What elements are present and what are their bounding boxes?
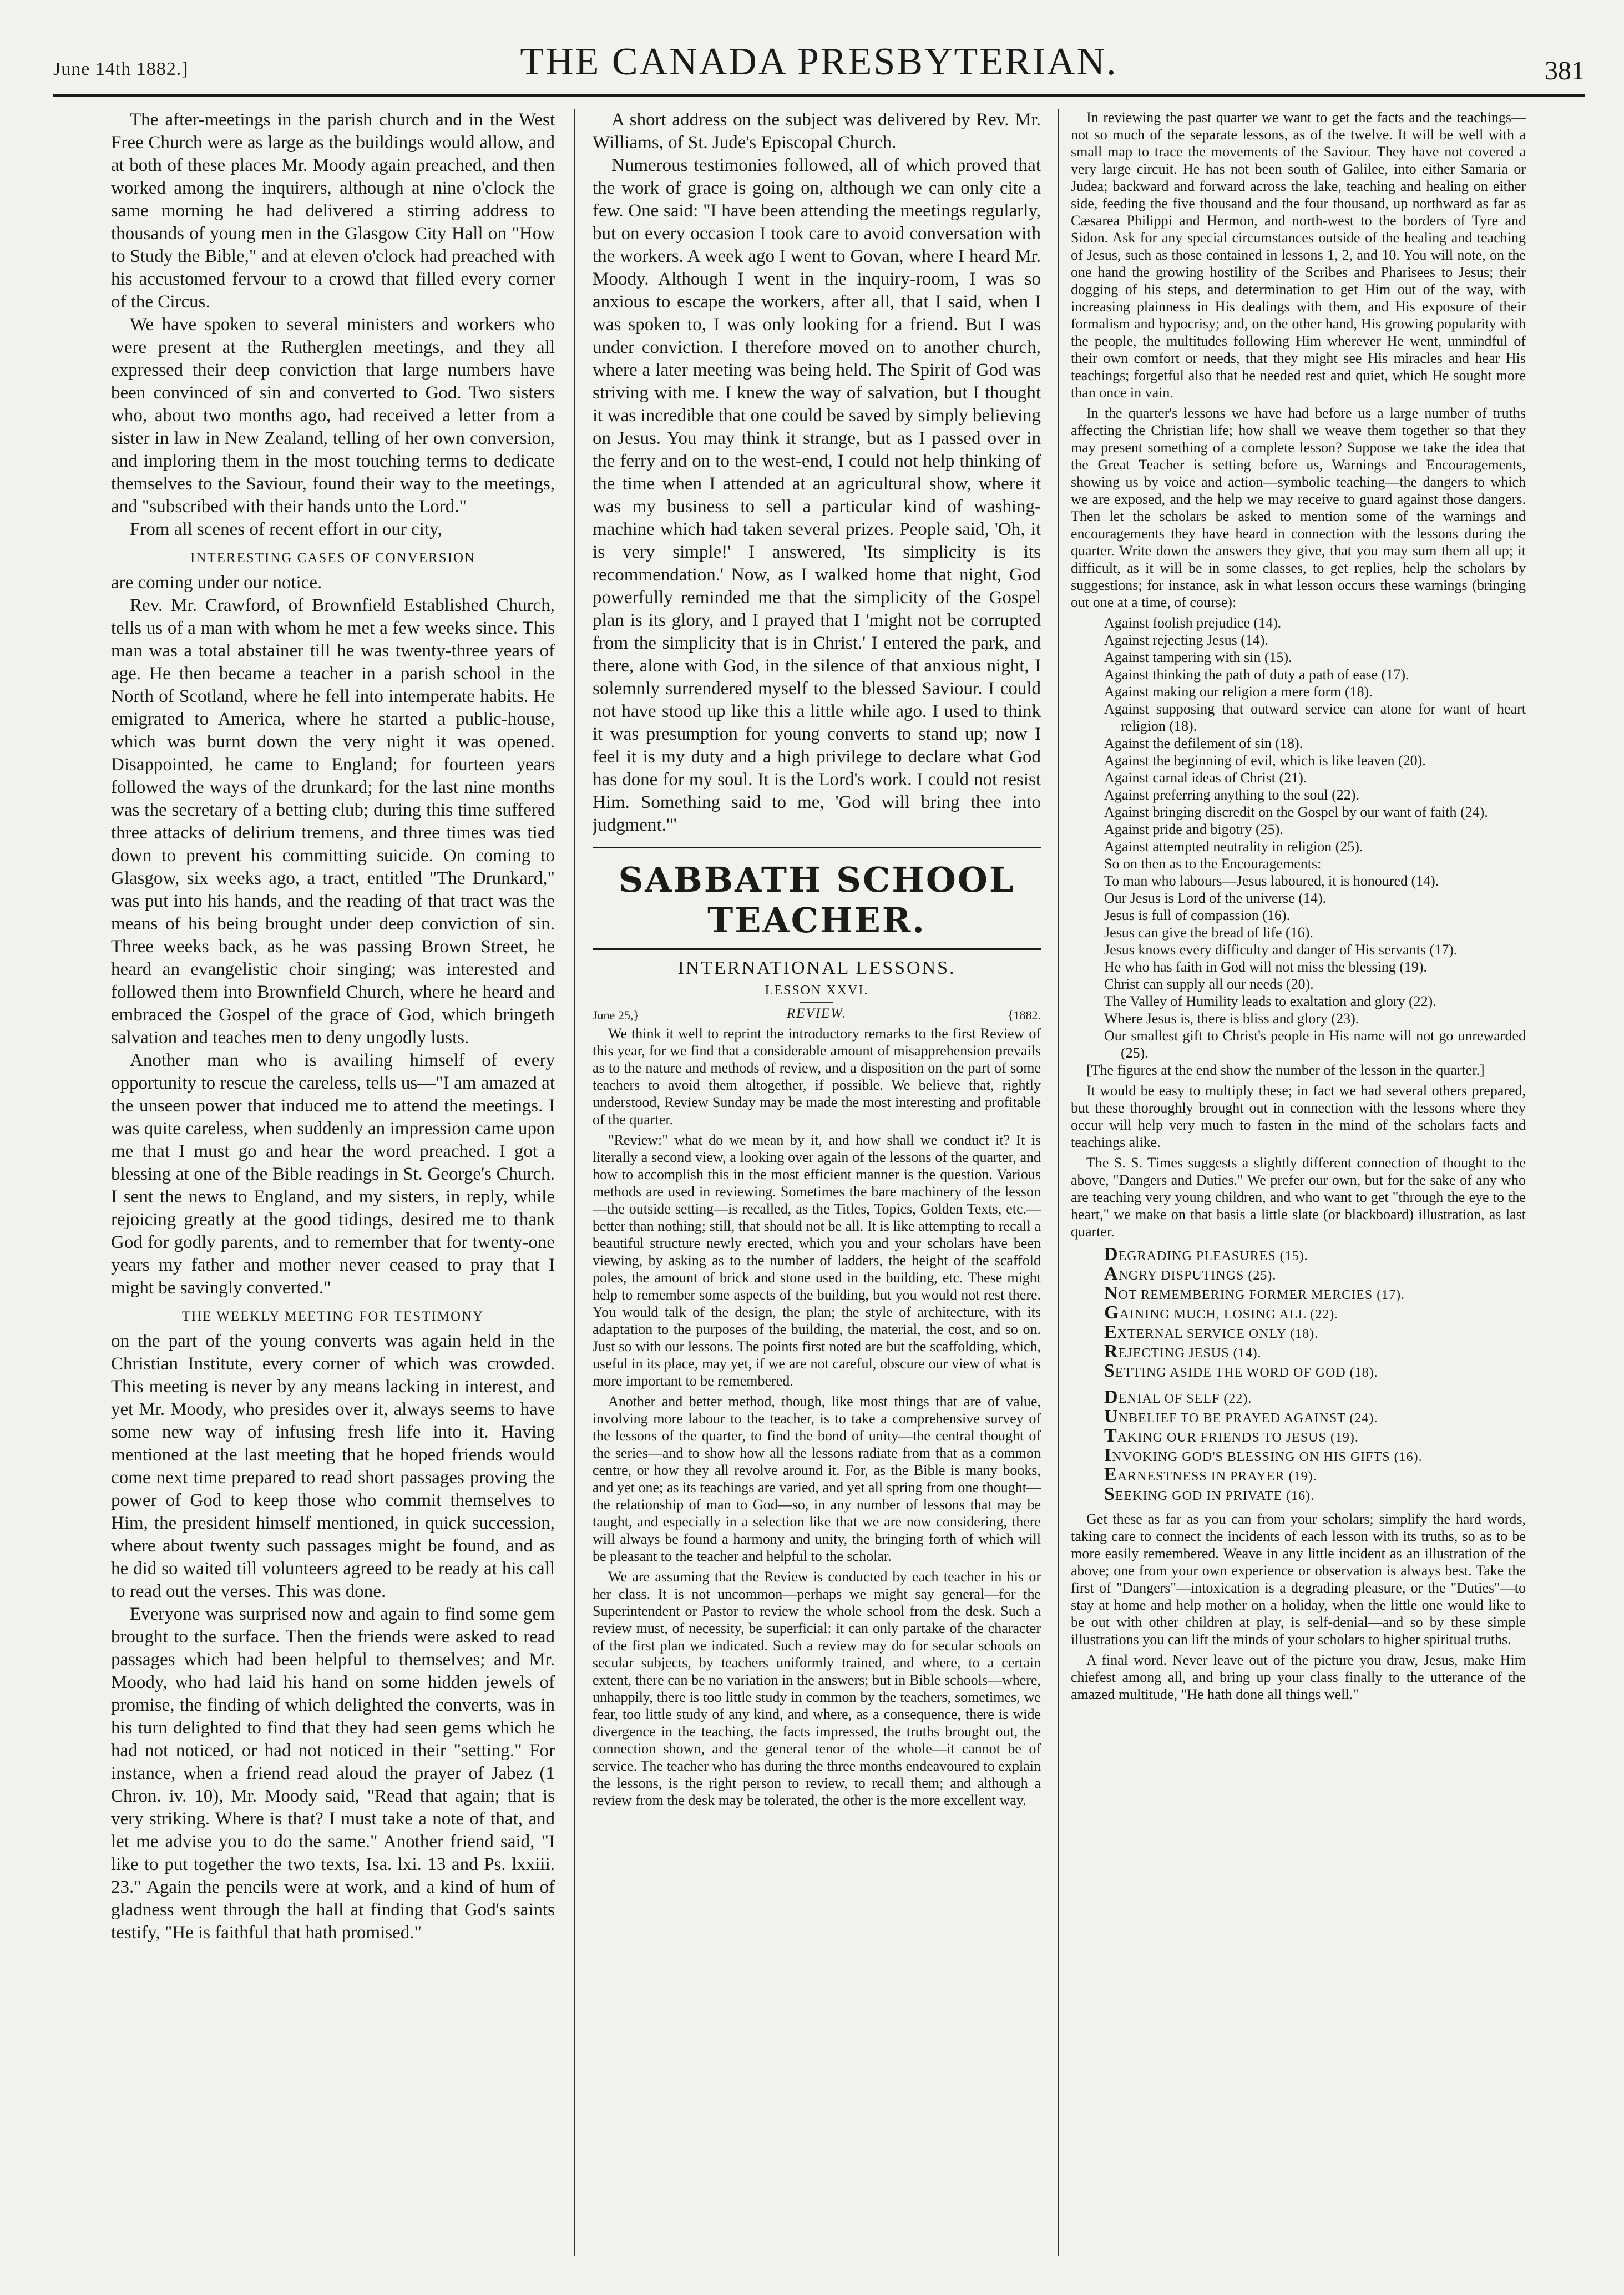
paragraph: From all scenes of recent effort in our city, [130, 519, 442, 539]
acrostic-list [1104, 1246, 1526, 1505]
list-item: Against supposing that outward service can atone for want of heart religion (18). [1104, 701, 1526, 734]
paragraph: The after-meetings in the parish church and in the West Free Church were as large as the buildings would allow, and at both of these places Mr. Moody again preached, and then worked among the inquirers, although at nine o'clock the same morning he had delivered a stirring address to thousands of young men in the Glasgow City Hall on "How to Study the Bible," and at eleven o'clock had preached with his accustomed fervour to a crowd that filled every corner of the Circus. [111, 110, 555, 312]
paragraph: A final word. Never leave out of the picture you draw, Jesus, make Him chiefest among all, and bring up your class finally to the utterance of the amazed multitude, "He hath done all things well." [1071, 1652, 1526, 1702]
publication-title: THE CANADA PRESBYTERIAN. [520, 41, 1118, 83]
acrostic-line [1104, 1485, 1526, 1505]
acrostic-initial: T [1104, 1425, 1117, 1446]
list-item: To man who labours—Jesus laboured, it is honoured (14). [1104, 873, 1439, 889]
list-item: Against carnal ideas of Christ (21). [1104, 770, 1307, 786]
lesson-date: June 25,} [593, 1008, 639, 1022]
acrostic-line [1104, 1427, 1526, 1447]
list-item: Against rejecting Jesus (14). [1104, 632, 1269, 648]
issue-date: June 14th 1882.] [53, 59, 189, 79]
acrostic-initial: S [1104, 1484, 1115, 1504]
list-item: Against thinking the path of duty a path of ease (17). [1104, 666, 1409, 683]
list-item: Against the defilement of sin (18). [1104, 735, 1303, 751]
acrostic-text: AKING OUR FRIENDS TO JESUS (19). [1117, 1430, 1359, 1445]
paragraph: The S. S. Times suggests a slightly different connection of thought to the above, "Dangers and Duties." We prefer our own, but for the sake of any who are teaching very young children, and who want to get "through the eye to the heart," we make on that basis a little slate (or blackboard) illustration, as last quarter. [1071, 1155, 1526, 1240]
acrostic-line [1104, 1265, 1526, 1285]
paragraph: Get these as far as you can from your scholars; simplify the hard words, taking care to connect the incidents of each lesson with its truths, so as to be more easily remembered. Weave in any little incident as an illustration of the above; one from your own experience or observation is always best. Take the first of "Dangers"—intoxication is a degrading pleasure, or the "Duties"—to stay at home and help mother on a holiday, when the little one would like to be out with other children at play, is self-denial—and so by these simple illustrations you can lift the minds of your scholars to higher spiritual truths. [1071, 1511, 1526, 1647]
paragraph: We have spoken to several ministers and workers who were present at the Rutherglen meetings, and they all expressed their deep conviction that large numbers have been convinced of sin and converted to God. Two sisters who, about two months ago, had received a letter from a sister in law in New Zealand, telling of her own conversion, and imploring them in the most touching terms to dedicate themselves to the Saviour, found their way to the meetings, and "subscribed with their hands unto the Lord." [111, 315, 555, 517]
list-item: Jesus can give the bread of life (16). [1104, 924, 1313, 941]
section-heading: THE WEEKLY MEETING FOR TESTIMONY [181, 1309, 484, 1324]
list-item: Against foolish prejudice (14). [1104, 615, 1282, 631]
acrostic-line [1104, 1408, 1526, 1427]
column-3 [1071, 109, 1526, 2256]
acrostic-line [1104, 1323, 1526, 1343]
paragraph: are coming under our notice. [111, 573, 322, 593]
header-rule [53, 94, 1585, 97]
encouragements-intro: So on then as to the Encouragements: [1104, 856, 1322, 872]
acrostic-line [1104, 1466, 1526, 1485]
list-item: Against preferring anything to the soul (22). [1104, 787, 1359, 803]
acrostic-text: EJECTING JESUS (14). [1118, 1346, 1262, 1361]
acrostic-text: AINING MUCH, LOSING ALL (22). [1119, 1307, 1339, 1322]
lesson-number: LESSON XXVI. [765, 983, 869, 998]
note: [The figures at the end show the number of the lesson in the quarter.] [1086, 1062, 1485, 1078]
acrostic-line [1104, 1343, 1526, 1362]
acrostic-line [1104, 1304, 1526, 1323]
lesson-title: REVIEW. [786, 1006, 847, 1021]
list-item: Against making our religion a mere form (18). [1104, 684, 1373, 700]
list-item: The Valley of Humility leads to exaltation and glory (22). [1104, 993, 1436, 1009]
acrostic-initial: E [1104, 1464, 1117, 1485]
acrostic-line [1104, 1447, 1526, 1466]
list-item: Jesus is full of compassion (16). [1104, 907, 1291, 923]
paragraph: In the quarter's lessons we have had before us a large number of truths affecting the Christian life; how shall we weave them together so that they may present something of a complete lesson? Suppose we take the idea that the Great Teacher is setting before us, Warnings and Encouragements, showing us by voice and action—symbolic teaching—the dangers to which we are exposed, and the help we may receive to guard against those dangers. Then let the scholars be asked to mention some of the warnings and encouragements they have heard in connection with the lessons during the quarter. Write down the answers they give, that you may sum them all up; it difficult, as it will be in some classes, to get replies, help the scholars by suggestions; for instance, ask in what lesson occurs these warnings (bringing out one at a time, of course): [1071, 405, 1526, 610]
list-item: Against the beginning of evil, which is like leaven (20). [1104, 752, 1426, 769]
paragraph: on the part of the young converts was again held in the Christian Institute, every corner of which was crowded. This meeting is never by any means lacking in interest, and yet Mr. Moody, who presides over it, always seems to have some new way of infusing fresh life into it. Having mentioned at the last meeting that he hoped friends would come next time prepared to read short passages proving the power of God to keep those who commit themselves to Him, the president himself mentioned, in quick succession, where about twenty such passages might be found, and as he did so waited till volunteers agreed to be ready at his call to read out the verses. This was done. [111, 1331, 555, 1601]
list-item: He who has faith in God will not miss the blessing (19). [1104, 959, 1428, 975]
acrostic-text: OT REMEMBERING FORMER MERCIES (17). [1118, 1288, 1405, 1302]
page-header [53, 36, 1585, 89]
list-item: Against tampering with sin (15). [1104, 649, 1292, 665]
paragraph: Everyone was surprised now and again to find some gem brought to the surface. Then the friends were asked to read passages which had been helpful to themselves; and Mr. Moody, who had laid his hand on some hidden jewels of promise, the finding of which delighted the converts, was in his turn delighted to find that they had seen gems which he had not noticed, or had not noticed in their "setting." For instance, when a friend read aloud the prayer of Jabez (1 Chron. iv. 10), Mr. Moody said, "Read that again; that is very striking. Where is that? I must take a note of that, and let me advise you to do the same." Another friend said, "I like to put together the two texts, Isa. lxi. 13 and Ps. lxxiii. 23." Again the pencils were at work, and a kind of hum of gladness went through the hall at finding that God's saints testify, "He is faithful that hath promised." [111, 1604, 555, 1943]
acrostic-text: ETTING ASIDE THE WORD OF GOD (18). [1115, 1366, 1378, 1380]
acrostic-initial: U [1104, 1406, 1119, 1427]
acrostic-text: NGRY DISPUTINGS (25). [1118, 1268, 1277, 1283]
lesson-year: {1882. [1007, 1008, 1041, 1022]
acrostic-text: NVOKING GOD'S BLESSING ON HIS GIFTS (16). [1112, 1450, 1423, 1464]
acrostic-text: XTERNAL SERVICE ONLY (18). [1117, 1327, 1319, 1341]
list-item: Jesus knows every difficulty and danger of His servants (17). [1104, 942, 1458, 958]
page-number: 381 [1545, 56, 1585, 85]
acrostic-initial: D [1104, 1244, 1119, 1265]
short-rule [800, 1002, 833, 1003]
paragraph: Rev. Mr. Crawford, of Brownfield Established Church, tells us of a man with whom he met a few weeks since. This man was a total abstainer till he was twenty-three years of age. He then became a teacher in a parish school in the North of Scotland, where he fell into intemperate habits. He emigrated to America, where he started a public-house, which was burnt down the very night it was opened. Disappointed, he came to England; for fourteen years followed the ways of the drunkard; for the last nine months was the secretary of a betting club; during this time suffered three attacks of delirium tremens, and three times was tied down to prevent his committing suicide. On coming to Glasgow, six weeks ago, a tract, entitled "The Drunkard," was put into his hands, and the reading of that tract was the means of his being brought under deep conviction of sin. Three weeks back, as he was passing Brown Street, he heard an evangelistic choir singing; was interested and followed them into Brownfield Church, where he heard and embraced the Gospel of the grace of God, which bringeth salvation and teaches men to deny ungodly lusts. [111, 595, 555, 1048]
encouragements-list [1071, 872, 1526, 1061]
warnings-list [1071, 614, 1526, 855]
acrostic-initial: R [1104, 1341, 1119, 1362]
list-item: Against attempted neutrality in religion (25). [1104, 838, 1363, 855]
paragraph: Another man who is availing himself of every opportunity to rescue the careless, tells us—"I am amazed at the unseen power that induced me to attend the meetings. I was quite careless, when suddenly an impression came upon me that I must go and hear the word preached. I got a blessing at one of the Bible readings in St. George's Church. I sent the news to England, and my sisters, in reply, while rejoicing greatly at the good tidings, desired me to thank God for godly parents, and to remember that for twenty-one years my father and mother never ceased to pray that I might be savingly converted." [111, 1050, 555, 1298]
acrostic-line [1104, 1362, 1526, 1382]
list-item: Against bringing discredit on the Gospel by our want of faith (24). [1104, 804, 1488, 820]
paragraph: We are assuming that the Review is conducted by each teacher in his or her class. It is not uncommon—perhaps we might say general—for the Superintendent or Pastor to review the whole school from the desk. Such a review must, of necessity, be superficial: it can only partake of the character of the first plan we indicated. Such a review may do for secular schools on secular subjects, by teachers uniformly trained, and where, to a certain extent, there can be no variation in the answers; but in Bible schools—where, unhappily, there is too little study in common by the teachers, sometimes, we fear, too little study of any kind, and where, as a consequence, there is wide divergence in the teaching, the facts impressed, the truths brought out, the connection shown, and the general tenor of the whole—it cannot be of service. The teacher who has during the three months endeavoured to explain the lessons, is the right person to review, to recall them; and although a review from the desk may be tolerated, the other is the more excellent way. [593, 1569, 1041, 1808]
acrostic-text: EEKING GOD IN PRIVATE (16). [1115, 1489, 1315, 1503]
column-2 [593, 109, 1041, 2256]
section-heading: INTERESTING CASES OF CONVERSION [190, 550, 476, 565]
acrostic-line [1104, 1246, 1526, 1265]
column-divider [574, 109, 575, 2256]
paragraph: We think it well to reprint the introductory remarks to the first Review of this year, for we find that a considerable amount of misapprehension prevails as to the nature and methods of review, and a disposition on the part of some teachers to avoid them altogether, if possible. We believe that, rightly understood, Review Sunday may be made the most interesting and profitable of the quarter. [593, 1025, 1041, 1128]
acrostic-text: ARNESTNESS IN PRAYER (19). [1117, 1469, 1317, 1484]
acrostic-initial: D [1104, 1387, 1119, 1407]
acrostic-initial: N [1104, 1283, 1119, 1303]
acrostic-text: ENIAL OF SELF (22). [1118, 1392, 1252, 1406]
list-item: Our Jesus is Lord of the universe (14). [1104, 890, 1327, 906]
column-divider [1058, 109, 1059, 2256]
list-item: Where Jesus is, there is bliss and glory (23). [1104, 1010, 1359, 1027]
paragraph: A short address on the subject was delivered by Rev. Mr. Williams, of St. Jude's Episcopal Church. [593, 110, 1041, 153]
column-1 [111, 109, 555, 2256]
list-item: Against pride and bigotry (25). [1104, 821, 1283, 837]
paragraph: Another and better method, though, like most things that are of value, involving more labour to the teacher, is to take a comprehensive survey of the lessons of the quarter, to find the bond of unity—the central thought of the series—and to show how all the lessons radiate from that as a common centre, or how they all revolve around it. For, as the Bible is many books, and yet one; as its teachings are varied, and yet all spring from one thought—the relationship of man to God—so, in any number of lessons that may be taught, and especially in a selection like that we are now considering, there will always be found a harmony and unity, the bringing forth of which will be pleasant to the teacher and helpful to the scholar. [593, 1393, 1041, 1564]
list-item: Christ can supply all our needs (20). [1104, 976, 1314, 992]
acrostic-initial: A [1104, 1263, 1119, 1284]
acrostic-line [1104, 1285, 1526, 1304]
paragraph: In reviewing the past quarter we want to get the facts and the teachings—not so much of the separate lessons, as of the twelve. It will be well with a small map to trace the movements of the Saviour. They have not covered a very large circuit. He has not been south of Galilee, into either Samaria or Judea; backward and forward across the lake, teaching and healing on either side, feeding the five thousand and the four thousand, up northward as far as Cæsarea Philippi and Hermon, and north-west to the borders of Tyre and Sidon. Ask for any special circumstances outside of the healing and teaching of Jesus, such as those contained in lessons 1, 2, and 10. You will note, on the one hand the growing hostility of the Scribes and Pharisees to Jesus; their dogging of his steps, and determination to get Him out of the way, with increasing plainness in His dealings with them, and His exposure of their formalism and hypocrisy; and, on the other hand, His growing popularity with the people, the multitudes following Him wherever He went, unmindful of their own comfort or needs, that they might see His miracles and hear His teachings; forgetful also that he needed rest and quiet, which He sought more than once in vain. [1071, 109, 1526, 401]
paragraph: "Review:" what do we mean by it, and how shall we conduct it? It is literally a second view, a looking over again of the lessons of the quarter, and how to accomplish this in the most efficient manner is the question. Various methods are used in reviewing. Sometimes the bare machinery of the lesson—the outside setting—is recalled, as the Titles, Topics, Golden Texts, etc.—better than nothing; still, that should not be all. It is like attempting to recall a beautiful structure newly erected, which you and your scholars have been viewing, by asking as to the number of ladders, the height of the scaffold poles, the amount of brick and stone used in the building, etc. These might help to remember some aspects of the building, but you would not rest there. You would talk of the design, the plan; the style of architecture, with its adaptation to the purposes of the building, the material, the cost, and so on. Just so with our lessons. The points first noted are but the scaffolding, which, useful in its place, may yet, if we are not careful, obscure our view of what is more important to be remembered. [593, 1132, 1041, 1389]
acrostic-initial: S [1104, 1361, 1115, 1381]
department-banner: SABBATH SCHOOL TEACHER. [593, 847, 1041, 950]
list-item: Our smallest gift to Christ's people in His name will not go unrewarded (25). [1104, 1028, 1526, 1061]
acrostic-text: NBELIEF TO BE PRAYED AGAINST (24). [1118, 1411, 1378, 1425]
paragraph: Numerous testimonies followed, all of which proved that the work of grace is going on, although we can only cite a few. One said: "I have been attending the meetings regularly, but on every occasion I took care to avoid conversation with the workers. A week ago I went to Govan, where I heard Mr. Moody. Although I went in the inquiry-room, I was so anxious to escape the workers, after all, that I said, when I was spoken to, I was only looking for a friend. But I was under conviction. I therefore moved on to another church, where a later meeting was being held. The Spirit of God was striving with me. I knew the way of salvation, but I thought it was incredible that one could be saved by simply believing on Jesus. You may think it strange, but as I passed over in the ferry and on to the west-end, I could not help thinking of the time when I attended at an agricultural show, where it was my business to sell a particular kind of washing-machine which had taken several prizes. People said, 'Oh, it is very simple!' I answered, 'Its simplicity is its recommendation.' Now, as I walked home that night, God powerfully reminded me that the simplicity of the Gospel plan is its glory, and I prayed that I 'might not be corrupted from the simplicity that is in Christ.' I entered the park, and there, alone with God, in the silence of that anxious night, I solemnly surrendered myself to the blessed Saviour. I could not have stood up like this a little while ago. I used to think it was presumption for young converts to stand up; now I feel it is my duty and a high privilege to declare what God has done for my soul. It is the Lord's work. I could not resist Him. Something said to me, 'God will bring thee into judgment.'" [593, 155, 1041, 835]
lesson-series-title: INTERNATIONAL LESSONS. [677, 958, 956, 978]
acrostic-initial: I [1104, 1445, 1112, 1465]
lesson-meta [593, 1006, 1041, 1025]
acrostic-text: EGRADING PLEASURES (15). [1118, 1249, 1308, 1263]
acrostic-initial: E [1104, 1322, 1117, 1342]
acrostic-line [1104, 1388, 1526, 1408]
acrostic-initial: G [1104, 1302, 1120, 1323]
paragraph: It would be easy to multiply these; in fact we had several others prepared, but these thoroughly brought out in connection with the lessons where they occur will help very much to fasten in the mind of the scholars facts and teachings alike. [1071, 1083, 1526, 1150]
